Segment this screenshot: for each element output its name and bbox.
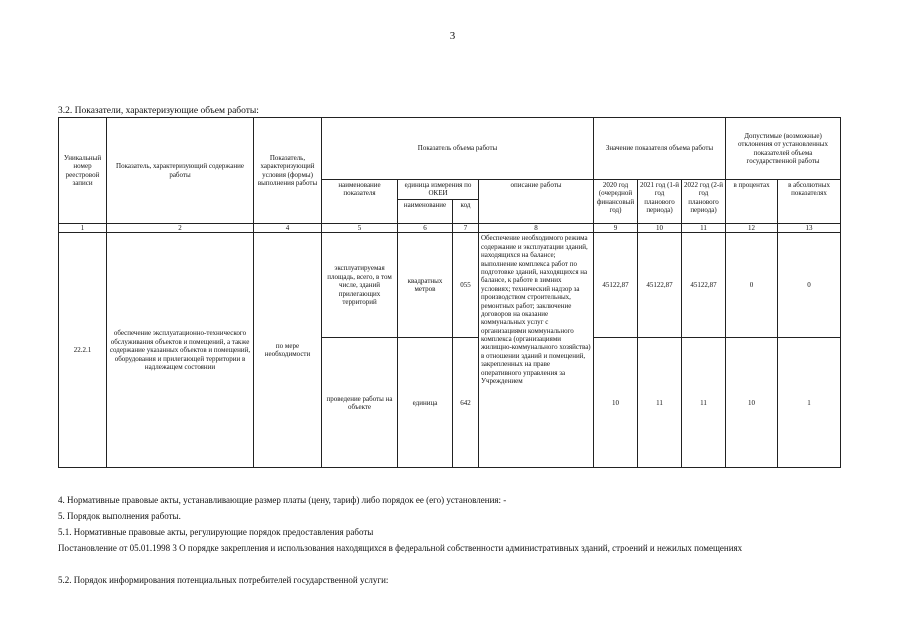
note-work-order: 5. Порядок выполнения работы. bbox=[58, 511, 181, 521]
row-value-2021: 45122,87 bbox=[638, 233, 682, 338]
row-indicator: эксплуатируемая площадь, всего, в том числе, зданий прилегающих территорий bbox=[322, 233, 398, 338]
header-volume-indicator: Показатель объема работы bbox=[322, 118, 594, 180]
column-number: 6 bbox=[398, 224, 453, 233]
column-number: 2 bbox=[107, 224, 254, 233]
row-deviation-percent: 0 bbox=[726, 233, 778, 338]
record-description: Обеспечение необходимого режима содержание и эксплуатации зданий, находящихся на балансе; выполнение комплекса работ по подготовке зданий, находящихся на балансе, к работе в зимних условиях; технический надзор за производством строительных, ремонтных работ; заключение договоров на оказание коммунальных услуг с организациями коммунального комплекса (организациями жилищно-коммунального хозяйства) в отношении зданий и помещений, закрепленных на праве оперативного управления за Учреждением bbox=[479, 233, 594, 468]
header-year-2021: 2021 год (1-й год планового периода) bbox=[638, 180, 682, 224]
header-absolute: в абсолютных показателях bbox=[778, 180, 841, 224]
note-regulatory-acts: 5.1. Нормативные правовые акты, регулирующие порядок предоставления работы bbox=[58, 527, 374, 537]
note-payment-acts: 4. Нормативные правовые акты, устанавливающие размер платы (цену, тариф) либо порядок ее (его) установления: - bbox=[58, 495, 507, 505]
row-value-2020: 10 bbox=[594, 338, 638, 468]
record-condition: по мере необходимости bbox=[254, 233, 322, 468]
row-value-2022: 11 bbox=[682, 338, 726, 468]
row-value-2020: 45122,87 bbox=[594, 233, 638, 338]
header-description: описание работы bbox=[479, 180, 594, 224]
header-percent: в процентах bbox=[726, 180, 778, 224]
column-number: 8 bbox=[479, 224, 594, 233]
header-year-2020: 2020 год (очередной финансовый год) bbox=[594, 180, 638, 224]
header-okei-name: наименование bbox=[398, 200, 453, 224]
column-number: 9 bbox=[594, 224, 638, 233]
header-content-indicator: Показатель, характеризующий содержание работы bbox=[107, 118, 254, 224]
row-value-2021: 11 bbox=[638, 338, 682, 468]
row-deviation-percent: 10 bbox=[726, 338, 778, 468]
row-code: 055 bbox=[453, 233, 479, 338]
page-number: 3 bbox=[449, 30, 456, 42]
column-number: 11 bbox=[682, 224, 726, 233]
note-resolution: Постановление от 05.01.1998 3 О порядке закрепления и использования находящихся в федеральной собственности административных зданий, строений и нежилых помещениях bbox=[58, 543, 743, 553]
column-number: 5 bbox=[322, 224, 398, 233]
column-number: 10 bbox=[638, 224, 682, 233]
row-value-2022: 45122,87 bbox=[682, 233, 726, 338]
header-volume-values: Значение показателя объема работы bbox=[594, 118, 726, 180]
header-okei-unit: единица измерения по ОКЕИ bbox=[398, 180, 479, 200]
row-code: 642 bbox=[453, 338, 479, 468]
column-number: 12 bbox=[726, 224, 778, 233]
work-volume-table bbox=[58, 117, 841, 468]
note-informing-order: 5.2. Порядок информирования потенциальных потребителей государственной услуги: bbox=[58, 575, 389, 585]
header-name: наименование показателя bbox=[322, 180, 398, 224]
column-number: 1 bbox=[59, 224, 107, 233]
header-unique-number: Уникальный номер реестровой записи bbox=[59, 118, 107, 224]
record-unique-number: 22.2.1 bbox=[59, 233, 107, 468]
header-okei-code: код bbox=[453, 200, 479, 224]
row-unit: квадратных метров bbox=[398, 233, 453, 338]
column-number: 7 bbox=[453, 224, 479, 233]
header-condition-indicator: Показатель, характеризующий условия (формы) выполнения работы bbox=[254, 118, 322, 224]
column-number: 13 bbox=[778, 224, 841, 233]
header-year-2022: 2022 год (2-й год планового периода) bbox=[682, 180, 726, 224]
section-title: 3.2. Показатели, характеризующие объем работы: bbox=[58, 106, 259, 116]
row-deviation-absolute: 1 bbox=[778, 338, 841, 468]
row-unit: единица bbox=[398, 338, 453, 468]
row-deviation-absolute: 0 bbox=[778, 233, 841, 338]
record-content: обеспечение эксплуатационно-технического обслуживания объектов и помещений, а также содержание указанных объектов и помещений, оборудования и прилегающей территории в надлежащем состоянии bbox=[107, 233, 254, 468]
header-deviations: Допустимые (возможные) отклонения от установленных показателей объема государственной работы bbox=[726, 118, 841, 180]
notes bbox=[58, 496, 858, 592]
row-indicator: проведение работы на объекте bbox=[322, 338, 398, 468]
column-number: 4 bbox=[254, 224, 322, 233]
